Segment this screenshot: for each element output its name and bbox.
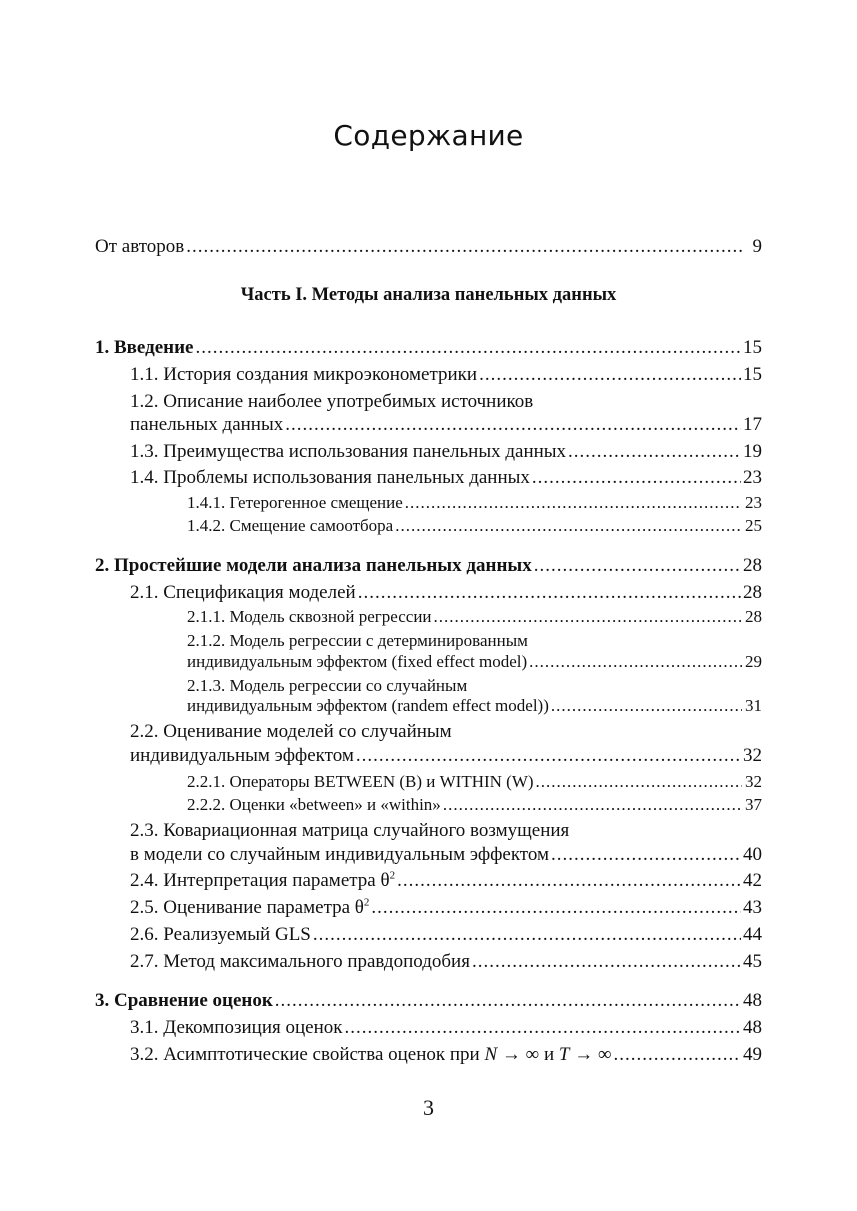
toc-section-2-4[interactable] <box>130 870 762 892</box>
toc-section-2-6[interactable] <box>130 924 762 946</box>
toc-page-number: 29 <box>745 652 762 671</box>
dot-leader <box>313 924 741 946</box>
toc-section-3-2[interactable] <box>130 1044 762 1066</box>
toc-page-number: 15 <box>743 364 762 385</box>
toc-page-number: 32 <box>743 745 762 766</box>
toc-subsection-2-1-2[interactable] <box>187 651 762 673</box>
superscript: 2 <box>389 869 396 882</box>
toc-page-number: 48 <box>743 1017 762 1038</box>
toc-entry-label: 3.1. Декомпозиция оценок <box>130 1017 343 1038</box>
toc-chapter-3[interactable] <box>95 990 762 1012</box>
toc-page-number: 48 <box>743 990 762 1011</box>
dot-leader <box>405 492 742 514</box>
toc-entry-label: От авторов <box>95 236 185 257</box>
dot-leader <box>534 555 741 577</box>
toc-subsection-2-1-3-line1[interactable]: 2.1.3. Модель регрессии со случайным <box>187 676 468 695</box>
toc-entry-label: 3. Сравнение оценок <box>95 990 273 1011</box>
toc-page-number: 45 <box>743 951 762 972</box>
dot-leader <box>275 990 741 1012</box>
math-arrow: → ∞ и <box>497 1044 559 1065</box>
toc-page-number: 32 <box>745 772 762 791</box>
toc-section-1-3[interactable] <box>130 441 762 463</box>
toc-entry-label <box>130 1044 612 1066</box>
toc-chapter-2[interactable] <box>95 555 762 577</box>
toc-entry-label: 2.2.1. Операторы BETWEEN (B) и WITHIN (W) <box>187 772 534 791</box>
toc-subsection-2-2-2[interactable] <box>187 794 762 816</box>
dot-leader <box>358 582 741 604</box>
toc-entry-label: 1.4.2. Смещение самоотбора <box>187 516 394 535</box>
toc-entry-label-text: 3.2. Асимптотические свойства оценок при <box>130 1044 485 1065</box>
toc-entry-label: 2.6. Реализуемый GLS <box>130 924 311 945</box>
toc-page-number: 49 <box>743 1044 762 1065</box>
superscript: 2 <box>363 896 370 909</box>
toc-subsection-2-1-2-line1[interactable]: 2.1.2. Модель регрессии с детерминированным <box>187 631 528 650</box>
toc-entry-label-text: 2.5. Оценивание параметра θ <box>130 897 364 918</box>
dot-leader <box>285 414 741 436</box>
toc-section-2-2[interactable] <box>130 745 762 767</box>
toc-page-number: 15 <box>743 337 762 358</box>
toc-subsection-2-1-1[interactable] <box>187 606 762 628</box>
dot-leader <box>397 870 741 892</box>
math-symbol-t: T <box>558 1044 570 1065</box>
math-arrow: → ∞ <box>569 1044 612 1065</box>
toc-subsection-1-4-1[interactable] <box>187 492 762 514</box>
toc-entry-label: 2.1.1. Модель сквозной регрессии <box>187 607 432 626</box>
toc-page-number: 23 <box>743 467 762 488</box>
dot-leader <box>614 1044 742 1066</box>
toc-entry-label-text: 2.4. Интерпретация параметра θ <box>130 870 390 891</box>
toc-page-number: 42 <box>743 870 762 891</box>
dot-leader <box>196 337 742 359</box>
toc-entry-label: 1. Введение <box>95 337 194 358</box>
dot-leader <box>371 897 741 919</box>
toc-page-number: 44 <box>743 924 762 945</box>
toc-entry-label: 1.1. История создания микроэконометрики <box>130 364 478 385</box>
toc-entry-from-authors[interactable] <box>95 236 762 258</box>
toc-entry-label: индивидуальным эффектом (fixed effect model) <box>187 652 528 671</box>
toc-page-number: 28 <box>743 555 762 576</box>
toc-entry-label: панельных данных <box>130 414 284 435</box>
toc-subsection-2-1-3[interactable] <box>187 695 762 717</box>
dot-leader <box>568 441 741 463</box>
toc-page-number: 37 <box>745 795 762 814</box>
toc-section-2-7[interactable] <box>130 951 762 973</box>
dot-leader <box>536 771 742 793</box>
toc-entry-label: 1.3. Преимущества использования панельных данных <box>130 441 567 462</box>
toc-page-number: 28 <box>743 582 762 603</box>
dot-leader <box>434 606 742 628</box>
toc-entry-label: в модели со случайным индивидуальным эффектом <box>130 844 550 865</box>
toc-section-1-2-line1[interactable]: 1.2. Описание наиболее употребимых источников <box>130 391 534 412</box>
dot-leader <box>443 794 742 816</box>
toc-section-1-2[interactable] <box>130 414 762 436</box>
toc-page-number: 28 <box>745 607 762 626</box>
toc-entry-label: 2.7. Метод максимального правдоподобия <box>130 951 470 972</box>
toc-entry-label: 2. Простейшие модели анализа панельных данных <box>95 555 532 576</box>
toc-entry-label <box>130 870 395 892</box>
dot-leader <box>472 951 741 973</box>
dot-leader <box>551 695 742 717</box>
dot-leader <box>551 844 741 866</box>
toc-section-2-2-line1[interactable]: 2.2. Оценивание моделей со случайным <box>130 721 452 742</box>
toc-entry-label: 2.1. Спецификация моделей <box>130 582 356 603</box>
dot-leader <box>356 745 741 767</box>
toc-subsection-2-2-1[interactable] <box>187 771 762 793</box>
toc-section-2-5[interactable] <box>130 897 762 919</box>
dot-leader <box>186 236 742 258</box>
toc-page-number: 17 <box>743 414 762 435</box>
toc-entry-label: 1.4. Проблемы использования панельных данных <box>130 467 530 488</box>
toc-page-number: 43 <box>743 897 762 918</box>
toc-entry-label: 1.4.1. Гетерогенное смещение <box>187 493 403 512</box>
toc-entry-label: индивидуальным эффектом <box>130 745 354 766</box>
page-title: Содержание <box>333 119 524 152</box>
toc-subsection-1-4-2[interactable] <box>187 515 762 537</box>
toc-section-2-3-line1[interactable]: 2.3. Ковариационная матрица случайного возмущения <box>130 820 570 841</box>
toc-page-number: 9 <box>752 236 762 257</box>
toc-entry-label: 2.2.2. Оценки «between» и «within» <box>187 795 441 814</box>
toc-page-number: 40 <box>743 844 762 865</box>
toc-section-2-1[interactable] <box>130 582 762 604</box>
toc-entry-label: индивидуальным эффектом (randem effect model)) <box>187 696 549 715</box>
dot-leader <box>532 467 741 489</box>
toc-page-number: 23 <box>745 493 762 512</box>
math-symbol-n: N <box>484 1044 498 1065</box>
part-heading: Часть I. Методы анализа панельных данных <box>240 285 617 305</box>
toc-page-number: 25 <box>745 516 762 535</box>
toc-section-1-4[interactable] <box>130 467 762 489</box>
dot-leader <box>395 515 742 537</box>
dot-leader <box>344 1017 741 1039</box>
dot-leader <box>529 651 742 673</box>
toc-page-number: 19 <box>743 441 762 462</box>
toc-chapter-1[interactable] <box>95 337 762 359</box>
toc-section-3-1[interactable] <box>130 1017 762 1039</box>
toc-entry-label <box>130 897 369 919</box>
toc-page-number: 31 <box>745 696 762 715</box>
toc-section-1-1[interactable] <box>130 364 762 386</box>
dot-leader <box>479 364 741 386</box>
page-number-footer: 3 <box>423 1095 434 1120</box>
toc-section-2-3[interactable] <box>130 844 762 866</box>
